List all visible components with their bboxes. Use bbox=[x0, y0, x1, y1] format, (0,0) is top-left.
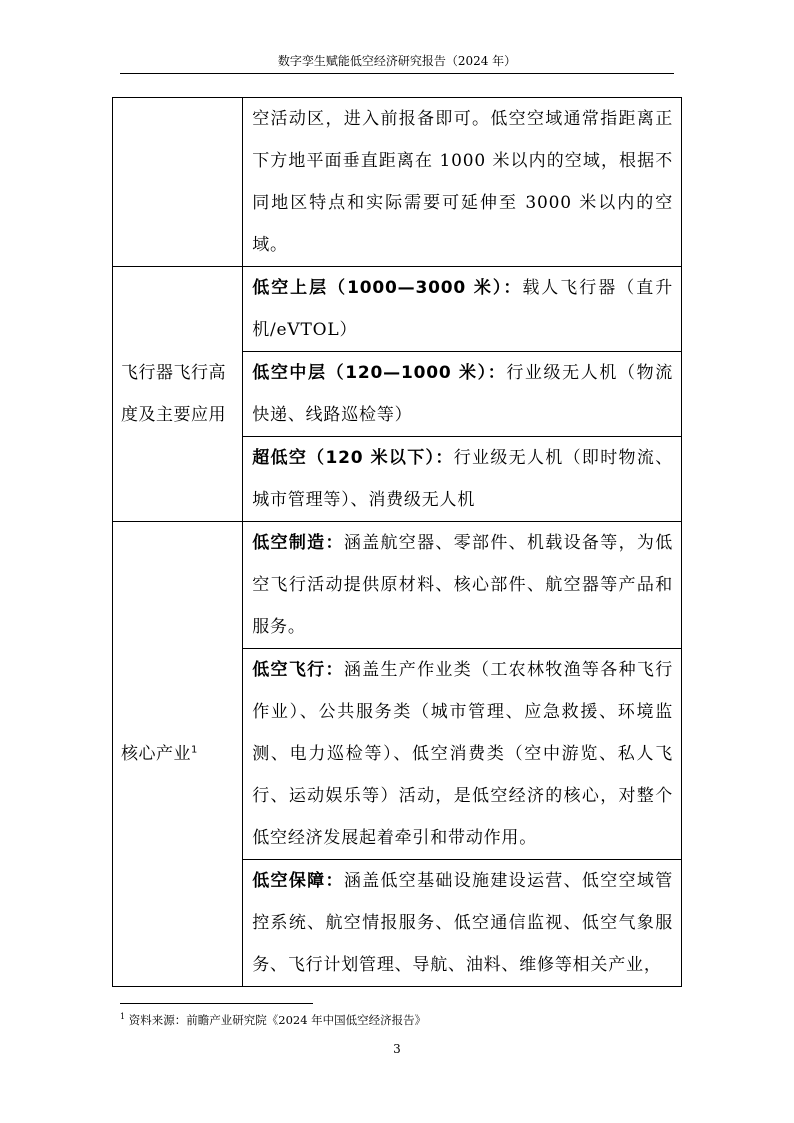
core-industry-label-cell bbox=[113, 522, 243, 987]
footnote bbox=[120, 1012, 680, 1028]
row1-content-cell: 空活动区，进入前报备即可。低空空域通常指距离正下方地平面垂直距离在 1000 米以内的空域，根据不同地区特点和实际需要可延伸至 3000 米以内的空域。 bbox=[243, 98, 682, 267]
altitude-label-cell: 飞行器飞行高度及主要应用 bbox=[113, 267, 243, 522]
table-row bbox=[113, 267, 682, 352]
item-heading: 低空中层（120—1000 米）： bbox=[252, 363, 507, 383]
footnote-rule bbox=[120, 1003, 313, 1004]
item-text: 涵盖低空基础设施建设运营、低空空域管控系统、航空情报服务、低空通信监视、低空气象服务、飞行计划管理、导航、油料、维修等相关产业， bbox=[252, 871, 674, 975]
page-number: 3 bbox=[393, 1042, 401, 1056]
altitude-item-ultralow bbox=[243, 437, 682, 522]
footnote-mark: 1 bbox=[120, 1012, 126, 1022]
item-heading: 低空飞行： bbox=[252, 660, 344, 680]
item-heading: 低空上层（1000—3000 米）： bbox=[252, 278, 523, 298]
footnote-text: 资料来源：前瞻产业研究院《2024 年中国低空经济报告》 bbox=[128, 1013, 427, 1027]
altitude-item-upper bbox=[243, 267, 682, 352]
item-text: 载人飞行器（直升机/eVTOL） bbox=[252, 278, 673, 340]
footnote-marker: 1 bbox=[191, 744, 198, 756]
item-heading: 超低空（120 米以下）： bbox=[252, 448, 454, 468]
core-item-manufacturing bbox=[243, 522, 682, 649]
core-industry-label: 核心产业 bbox=[121, 744, 191, 764]
row1-label-cell bbox=[113, 98, 243, 267]
table-row bbox=[113, 522, 682, 649]
running-header: 数字孪生赋能低空经济研究报告（2024 年） bbox=[277, 54, 517, 68]
info-table bbox=[112, 97, 682, 987]
item-text: 涵盖生产作业类（工农林牧渔等各种飞行作业）、公共服务类（城市管理、应急救援、环境监测、电力巡检等）、低空消费类（空中游览、私人飞行、运动娱乐等）活动，是低空经济的核心，对整个低空经济发展起着牵引和带动作用。 bbox=[252, 660, 674, 848]
header-rule bbox=[120, 73, 674, 74]
core-item-flight bbox=[243, 649, 682, 860]
core-item-support bbox=[243, 860, 682, 987]
altitude-item-middle bbox=[243, 352, 682, 437]
table-row bbox=[113, 98, 682, 267]
item-heading: 低空保障： bbox=[252, 871, 344, 891]
item-text: 行业级无人机（物流快递、线路巡检等） bbox=[252, 363, 673, 425]
item-heading: 低空制造： bbox=[252, 533, 344, 553]
item-text: 行业级无人机（即时物流、城市管理等）、消费级无人机 bbox=[252, 448, 673, 510]
item-text: 涵盖航空器、零部件、机载设备等，为低空飞行活动提供原材料、核心部件、航空器等产品和服务。 bbox=[252, 533, 674, 637]
